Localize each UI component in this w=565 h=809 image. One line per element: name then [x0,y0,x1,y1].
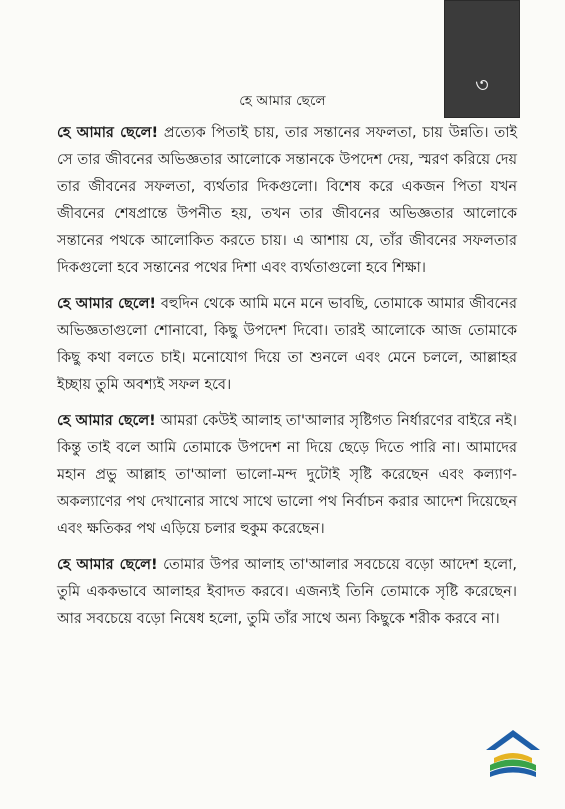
paragraph-1 [57,120,517,282]
page-number: ৩ [475,73,489,97]
paragraph-3 [57,408,517,543]
paragraph-4 [57,552,517,633]
paragraph-lead: হে আমার ছেলে! [57,296,157,312]
paragraph-text: তোমার উপর আলাহ তা'আলার সবচেয়ে বড়ো আদেশ হলো, তুমি এককভাবে আলাহর ইবাদত করবে। এজন্যই তিনি তোমাকে সৃষ্টি করেছেন। আর সবচেয়ে বড়ো নিষেধ হলো, তুমি তাঁর সাথে অন্য কিছুকে শরীক করবে না। [57,557,517,627]
paragraph-text: আমরা কেউই আলাহ তা'আলার সৃষ্টিগত নির্ধারণের বাইরে নই। কিন্তু তাই বলে আমি তোমাকে উপদেশ না দিয়ে ছেড়ে দিতে পারি না। আমাদের মহান প্রভু আল্লাহ তা'আলা ভালো-মন্দ দুটোই সৃষ্টি করেছেন এবং কল্যাণ-অকল্যাণের পথ দেখানোর সাথে সাথে ভালো পথ নির্বাচন করার আদেশ দিয়েছেন এবং ক্ষতিকর পথ এড়িয়ে চলার হুকুম করেছেন। [57,413,517,537]
logo-roof-shape [486,730,540,750]
paragraph-text: প্রত্যেক পিতাই চায়, তার সন্তানের সফলতা, চায় উন্নতি। তাই সে তার জীবনের অভিজ্ঞতার আলোকে সন্তানকে উপদেশ দেয়, স্মরণ করিয়ে দেয় তার জীবনের সফলতা, ব্যর্থতার দিকগুলো। বিশেষ করে একজন পিতা যখন জীবনের শেষপ্রান্তে উপনীত হয়, তখন তার জীবনের অভিজ্ঞতার আলোকে সন্তানের পথকে আলোকিত করতে চায়। এ আশায় যে, তাঁর জীবনের সফলতার দিকগুলো হবে সন্তানের পথের দিশা এবং ব্যর্থতাগুলো হবে শিক্ষা। [57,125,517,276]
paragraph-text: বহুদিন থেকে আমি মনে মনে ভাবছি, তোমাকে আমার জীবনের অভিজ্ঞতাগুলো শোনাবো, কিছু উপদেশ দিবো। তারই আলোকে আজ তোমাকে কিছু কথা বলতে চাই। মনোযোগ দিয়ে তা শুনলে এবং মেনে চললে, আল্লাহর ইচ্ছায় তুমি অবশ্যই সফল হবে। [57,296,518,393]
publisher-logo-icon [482,724,544,786]
paragraph-2 [57,291,517,399]
paragraph-lead: হে আমার ছেলে! [57,557,158,573]
running-header: হে আমার ছেলে [239,93,326,109]
paragraph-lead: হে আমার ছেলে! [57,125,159,141]
paragraph-lead: হে আমার ছেলে! [57,413,156,429]
logo-book-blue [490,767,536,777]
body-text [57,120,517,642]
